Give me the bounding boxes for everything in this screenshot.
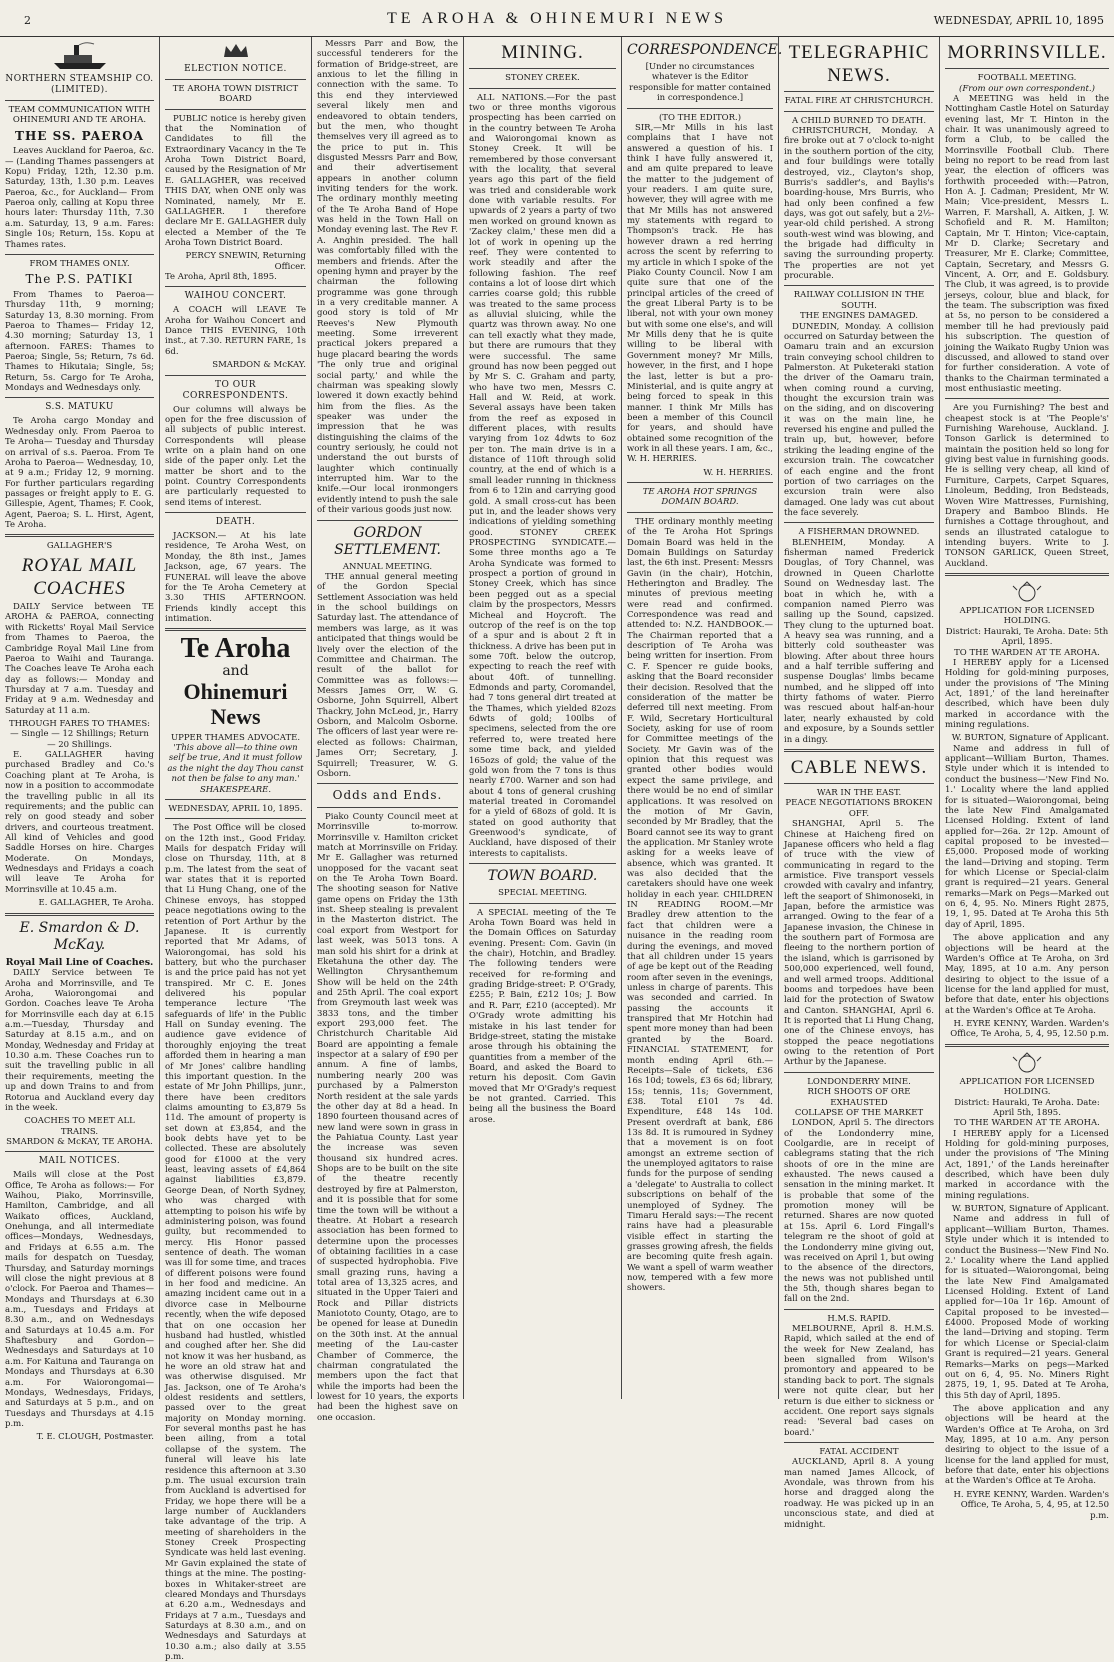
column-3 — [312, 37, 464, 1423]
rail-text: DUNEDIN, Monday. A collision occurred on Saturday between the Oamaru train and an excursion train conveying school children to Palmerston. At Puketeraki station the driver of the Oamaru train, when coming round a curving, thought the excursion train was on the siding, and on discovering it was on the main line, he reversed his engine and pulled the train up, but, however, before striking the leading engine of the excursion train. The cowcatcher of each engine and the front portion of two carriages on the excursion train were also damaged. One lady was cut about the face severely. — [784, 321, 934, 518]
war-text: SHANGHAI, April 5. The Chinese at Haicheng fired on Japanese officers who held a flag of truce with the view of communicating in regard to the armistice. Five transport vessels crowded with cavalry and infantry, left the seaport of Shimonoseki, in Japan, before the armistice was arranged. Owing to the fear of a Japanese invasion, the Chinese in the southern part of Formosa are fleeing to the northern portion of the island, which is garrisoned by 500,000 experienced, well found, and well armed troops. Additional booms and torpedoes have been laid for the protection of Swatow and Canton. SHANGHAI, April 6. It is reported that Li Hung Chang, one of the Chinese envoys, has stopped the peace negotiations owing to the retention of Port Arthur by the Japanese. — [784, 819, 934, 1068]
app2-to-warden: TO THE WARDEN AT TE AROHA. — [954, 1118, 1100, 1129]
rapid-heading: H.M.S. RAPID. — [827, 1313, 891, 1324]
team-communication: TEAM COMMUNICATION WITH OHINEMURI AND TE AROHA. — [8, 104, 151, 126]
divider — [317, 520, 458, 521]
divider — [165, 286, 306, 287]
divider — [627, 108, 773, 109]
fatal-heading: FATAL ACCIDENT — [819, 1447, 899, 1457]
mail-heading: MAIL NOTICES. — [38, 1156, 121, 1167]
app1-heading: APPLICATION FOR LICENSED HOLDING. — [959, 606, 1095, 627]
divider — [784, 749, 934, 752]
divider — [945, 68, 1109, 69]
masthead — [0, 0, 1114, 37]
divider — [5, 534, 154, 537]
smardon-signature: SMARDON & McKAY, TE AROHA. — [6, 1136, 153, 1147]
page-number: 2 — [24, 14, 31, 27]
paper-name-1: Te Aroha — [180, 633, 291, 665]
londonderry-subheading: RICH SHOOTS OF ORE EXHAUSTED — [807, 1087, 911, 1108]
divider — [784, 111, 934, 112]
paper-name-2: Ohinemuri News — [183, 679, 288, 729]
matuku-schedule: Te Aroha cargo Monday and Wednesday only. From Paeroa to Te Aroha— Tuesday and Thursday on arrival of s.s. Paeroa. From Te Aroha to Paeroa— Wednesday, 10, at 9 a.m.; Friday 12, 9 morning. For further particulars regarding passages or freight apply to E. G. Gillespie, Agent, Thames; F. Cook, Agent, Paeroa; S. L. Hirst, Agent, Te Aroha. — [5, 416, 154, 531]
paper-motto: 'This above all—to thine own self be true, And it must follow as the night the day Thou canst not then be false to any man.' SHAKESPEARE. — [167, 743, 304, 795]
divider — [784, 1309, 934, 1310]
mail-signature: T. E. CLOUGH, Postmaster. — [36, 1432, 154, 1443]
app2-district: District: Hauraki, Te Aroha. Date: April 5th, 1895. — [954, 1097, 1100, 1118]
divider — [165, 512, 306, 513]
local-news: Messrs Parr and Bow, the successful tenderers for the formation of Bridge-street, are anxious to let the filling in connection with the same. To this end they interviewed several likely men and endeavored to obtain tenders, but the men, who thought themselves very ill agreed as to the price to put in. This disgusted Messrs Parr and Bow, and their advertisement appears in another column inviting tenders for the work. The ordinary monthly meeting of the Te Aroha Band of Hope was held in the Town Hall on Monday evening last. The Rev F. A. Anghin presided. The hall was comfortably filled with the members and friends. After the opening hymn and prayer by the chairman the following programme was gone through in a very creditable manner. A good story is told of Mr Reeves's New Plymouth meeting. Some irreverent practical jokers prepared a huge placard bearing the words 'The only true and original social party,' and while the chairman was speaking slowly lowered it down exactly behind him from the flies. As the speaker was under the impression that he was distinguishing the claims of the country seriously, he could not understand the out bursts of laughter which continually interrupted him. War to the knife.—Our local ironmongers evidently intend to push the sale of their various goods just now. — [317, 39, 458, 516]
death-text: JACKSON.— At his late residence, Te Aroha West, on Monday, the 8th inst., James Jackson, age, 67 years. The FUNERAL will leave the above for the Te Aroha Cemetery at 3.30 THIS AFTERNOON. Friends kindly accept this intimation. — [165, 531, 306, 624]
thames-only: FROM THAMES ONLY. — [29, 258, 130, 269]
steamship-icon — [50, 41, 110, 71]
issue-date: WEDNESDAY, APRIL 10, 1895 — [933, 14, 1104, 27]
app1-details: Name and address in full of applicant—William Burton, Thames. Style under which it is intended to conduct the business—'New Find No. 1.' Locality where the land applied for is situated—Waiorongomai, being the late New Find Amalgamated Licensed Holding. Extent of land applied for—26a. 2r 12p. Amount of capital proposed to be invested—£5,000. Proposed mode of working the land—Driving and stoping. Term for which License or Special-claim grant is required—21 years. General remarks—Mark on Pegs—Marked out on 6, 4, 95. No. Miners Right 2875, 19, 1, 95. Dated at Te Aroha this 5th day of April, 1895. — [945, 743, 1109, 930]
rail-subheading: THE ENGINES DAMAGED. — [800, 311, 918, 322]
divider — [5, 100, 154, 101]
waihou-signature: SMARDON & McKAY. — [212, 360, 306, 371]
smardon-schedule: DAILY Service between Te Aroha and Morrinsville, and Te Aroha, Waiorongomai and Gordon. Coaches leave Te Aroha for Morrinsville each day at 6.15 a.m.—Tuesday, Thursday and Saturday at 8.15 a.m., and on Monday, Wednesday and Friday at 10.30 a.m. These Coaches run to suit the travelling public in all their requirements, meeting the up and down Trains to and from Rotorua and Auckland every day in the week. — [5, 968, 154, 1113]
column-1 — [0, 37, 160, 1443]
election-place: Te Aroha, April 8th, 1895. — [165, 272, 277, 283]
divider — [945, 1044, 1109, 1047]
gordon-subheading: ANNUAL MEETING. — [342, 561, 433, 572]
divider — [784, 1442, 934, 1443]
divider — [165, 79, 306, 80]
divider — [5, 1151, 154, 1152]
gordon-heading: GORDON SETTLEMENT. — [334, 524, 441, 558]
divider — [784, 783, 934, 784]
patiki-schedule: From Thames to Paeroa— Thursday 11th, 9 morning; Saturday 13, 8.30 morning. From Paeroa to Thames— Friday 12, 4.30 morning; Saturday 13, 1 afternoon. FARES: Thames to Paeroa; Single, 5s; Return, 7s 6d. Thames to Hikutaia; Single, 5s; Return, 5s. Cargo for Te Aroha, Mondays and Wednesdays only. — [5, 289, 154, 394]
divider — [165, 818, 306, 819]
column-6 — [779, 37, 940, 1530]
londonderry-heading: LONDONDERRY MINE. — [807, 1076, 911, 1087]
royal-crest-icon — [1009, 1051, 1045, 1075]
waihou-heading: WAIHOU CONCERT. — [184, 291, 287, 302]
correspondence-note: [Under no circumstances whatever is the Editor responsible for matter contained in correspondence.] — [629, 62, 771, 104]
mail-schedule: Mails will close at the Post Office, Te Aroha as follows:— For Waihou, Piako, Morrinsville, Hamilton, Cambridge, and all Waikato offices, Auckland, Onehunga, and all intermediate offices—Mondays, Wednesdays, and Fridays at 6.55 a.m. The mails for despatch on Tuesday, Thursday, and Saturday mornings will close the night previous at 8 o'clock. For Paeroa and Thames—Mondays and Thursdays at 6.30 a.m., Tuesdays and Fridays at 8.30 a.m., and on Wednesdays and Saturdays at 10.45 a.m. For Shaftesbury and Gordon—Wednesdays and Saturdays at 10 a.m. For Kaituna and Tauranga on Mondays and Thursdays at 6.30 a.m. For Waiorongomai—Mondays, Wednesdays, Fridays, and Saturdays at 5 p.m., and on Tuesdays and Thursdays at 4.15 p.m. — [5, 1170, 154, 1429]
divider — [469, 863, 616, 864]
coaches-meet: COACHES TO MEET ALL TRAINS. — [24, 1116, 135, 1137]
patiki-heading: The P.S. PATIKI — [25, 272, 134, 287]
telegraphic-heading: TELEGRAPHIC NEWS. — [788, 42, 930, 87]
football-text: A MEETING was held in the Nottingham Castle Hotel on Saturday evening last, Mr T. Hinton in the chair. It was unanimously agreed to form a Club, to be called the Morrinsville Football Club. There being no report to be read from last year, the election of officers was forthwith proceeded with:—Patron, Hon A. J. Cadman; President, Mr W. Main; Vice-president, Messrs L. Warren, F. Marshall, A. Aitken, J. W. Schofield and R. M. Hamilton; Captain, Mr T. Hinton; Vice-captain, Mr D. Clarke; Secretary and Treasurer, Mr E. Clarke; Committee, Captain, Secretary, and Messrs G. Vincent, A. Orr, and E. Goldsbury. The Club, it was agreed, is to provide jerseys, colour, blue and black, for the team. The subscription was fixed at 5s, no person to be considered a member till he had previously paid his subscription. The question of joining the Waikato Rugby Union was discussed, and allowed to stand over for further consideration. A vote of thanks to the Chairman terminated a most enthusiastic meeting. — [945, 93, 1109, 394]
app2-notice: The above application and any objections will be heard at the Warden's Office at Te Aroha, on 3rd May, 1895, at 10 a.m. Any person desiring to object to the issue of a license for the land applied for must, before that date, enter his objections at the Warden's Office at Te Aroha. — [945, 1403, 1109, 1487]
divider — [627, 482, 773, 483]
odds-text: Piako County Council meet at Morrinsville to-morrow. Morrinsville v. Hamilton cricket match at Morrinsville on Friday. Mr E. Gallagher was returned unopposed for the vacant seat on the Te Aroha Town Board. The shooting season for Native game opens on Friday the 13th inst. Sheep stealing is prevalent in the Masterton district. The coal export from Westport for last week, was 5013 tons. A man sold his shirt for a drink at Eketahuna the other day. The Wellington Chrysanthemum Show will be held on the 24th and 25th April. The coal export from Greymouth last week was 3833 tons, and the timber export 293,000 feet. The Christchurch Charitable Aid Board are appointing a female inspector at a salary of £90 per annum. A fine of lambs, numbering nearly 200 was purchased by a Palmerston North resident at the sale yards the other day at 8d a head. In 1890 fourteen thousand acres of new land were sown in grass in the Pahiatua County. Last year the increase was seven thousand six hundred acres. Shops are to be built on the site of the theatre recently destroyed by fire at Palmerston, and it is possible that for some time the town will be without a theatre. At Hobart a research association has been formed to determine upon the processes of obtaining facilities in a case of suspected hydrophobia. Five small grazing runs, having a total area of 13,325 acres, and situated in the Upper Taieri and Rock and Pillar districts Maniototo County, Otago, are to be opened for lease at Dunedin on the 30th inst. At the annual meeting of the Lau-caster Chamber of Commerce, the chairman congratulated the members upon the fact that while the imports had been the lowest for 10 years, the exports had been the highest save on one occasion. — [317, 811, 458, 1423]
divider — [784, 522, 934, 523]
newspaper-title: TE AROHA & OHINEMURI NEWS — [387, 10, 727, 27]
divider — [945, 398, 1109, 399]
cable-heading: CABLE NEWS. — [790, 756, 928, 778]
furnishing-ad: Are you Furnishing? The best and cheapest stock is at 'The People's' Furnishing Warehouse, Auckland. J. Tonson Garlick is determined to maintain the position held so long for giving best value in furnishing goods. He is selling very cheap, all kind of Furniture, Carpets, Carpet Squares, Linoleum, Bedding, Iron Bedsteads, Woven Wire Mattresses, Furnishing, Drapery and Bamboo Blinds. He furnishes a Cottage throughout, and sends an illustrated catalogue to intending buyers. Write to J. TONSON GARLICK, Queen Street, Auckland. — [945, 403, 1109, 569]
divider — [784, 1072, 934, 1073]
rail-heading: RAILWAY COLLISION IN THE SOUTH. — [793, 290, 925, 311]
mining-text: ALL NATIONS.—For the past two or three months vigorous prospecting has been carried on in the country between Te Aroha and Waiorongomai known as Stoney Creek. It will be remembered by those conversant with the locality, that several years ago this part of the field was tried and considerable work done with variable results. For upwards of 2 years a party of two men worked on ground known as 'Zackey claim,' these men did a lot of work in opening up the reef. They were contented to work steadily and after the following fashion. The reef contains a lot of loose dirt which carries coarse gold; this rubble was treated to the same process as alluvial sluicing, while the quartz was thrown away. No one can tell exactly what they made, but there are rumours that they were successful. The same ground has now been pegged out by Mr S. C. Graham and party, who have two men, Messrs C. Hall and W. Reid, at work. Several assays have been taken from the reef as exposed in different places, with results varying from 1oz 4dwts to 6oz per ton. The main drive is in a distance of 110ft through solid country, at the end of which is a small leader running in thickness from 6 to 12in and carrying good gold. A small cross-cut has been put in, and the leader shows very indications of yielding something good. STONEY CREEK PROSPECTING SYNDICATE.—Some three months ago a Te Aroha Syndicate was formed to prospect a portion of ground in Stoney Creek, which has since been pegged out as a special claim by the prospectors, Messrs Micheal and Hoycroft. The outcrop of the reef is on the top of a spur and is about 2 ft in thickness. A drive has been put in some 70ft. below the outcrop, expecting to reach the reef with about 40ft. of tunnelling. Edmonds and party, Coromandel, had 7 tons general dirt treated at the Thames, which yielded 82ozs 6dwts of gold; 100lbs of specimens, selected from the ore referred to, were treated here some time back, and yielded 165ozs of gold; the value of the gold won from the 7 tons is thus nearly £700. Warner and son had about 4 tons of general crushing material treated in Coromandel for a yield of 68ozs of gold. It is stated on good authority that Greenwood's syndicate, of Auckland, have disposed of their interests to capitalists. — [469, 92, 616, 859]
fatal-text: AUCKLAND, April 8. A young man named James Allcock, of Avondale, was thrown from his horse and dragged along the roadway. He was picked up in an unconscious state, and died at midnight. — [784, 1457, 934, 1530]
divider — [317, 807, 458, 808]
gallagher-signature: E. GALLAGHER, Te Aroha. — [38, 898, 154, 909]
gallagher-schedule: DAILY Service between TE AROHA & PAEROA, connecting with Ricketts' Royal Mail Service from Thames to Paeroa, the Cambridge Royal Mail Line from Paeroa to Waihi and Tauranga. The Coaches leave Te Aroha each day as follows:— Monday and Thursday at 7 a.m. Tuesday and Friday at 9 a.m. Wednesday and Saturday at 11 a.m. — [5, 602, 154, 716]
divider — [469, 903, 616, 904]
correspondents-text: Our columns will always be open for the free discussion of all subjects of public interest. Correspondents will please write on a plain hand on one side of the paper only. Let the matter be short and to the point. Country Correspondents are particularly requested to send items of interest. — [165, 404, 306, 508]
steamship-banner — [5, 41, 154, 96]
gallagher-heading: GALLAGHER'S — [46, 541, 113, 552]
stoney-heading: STONEY CREEK. — [505, 73, 580, 84]
app1-text: I HEREBY apply for a Licensed Holding for gold-mining purposes, under the provisions of 'The Mining Act, 1891,' of the land hereinafter described, which have been duly marked in accordance with the mining regulations. — [945, 657, 1109, 731]
column-2 — [160, 37, 312, 1662]
letter-signature: W. H. HERRIES. — [703, 467, 773, 478]
correspondents-heading: TO OUR CORRESPONDENTS. — [182, 379, 289, 401]
paper-date: WEDNESDAY, APRIL 10, 1895. — [168, 803, 303, 814]
paeroa-heading: THE SS. PAEROA — [15, 128, 144, 143]
londonderry-text: LONDON, April 5. The directors of the Londonderry mine, Coolgardie, are in receipt of cablegrams stating that the rich shoots of ore in the mine are exhausted. The news caused a sensation in the mining market. It is probable that some of the promotion money will be returned. Shares are now quoted at 15s. April 6. Lord Fingall's telegram re the shoot of gold at the Londonderry mine giving out, was received on April 1, but owing to the absence of the directors, the news was not published until the 5th, though shares began to fall on the 2nd. — [784, 1118, 934, 1305]
special-heading: SPECIAL MEETING. — [498, 888, 587, 899]
domain-text: THE ordinary monthly meeting of the Te Aroha Hot Springs Domain Board was held in the Domain Buildings on Saturday last, the 6th inst. Present: Messrs Gavin (in the chair), Hotchin, Hetherington and Bradley. The minutes of previous meeting were read and confirmed. Correspondence was read and attended to: N.Z. HANDBOOK.—The Chairman reported that a description of Te Aroha was being written for insertion. From C. F. Spencer re guide books, asking that the Board reconsider their decision. Resolved that the consideration of the matter be deferred till next meeting. From F. Wild, Secretary Horticultural Society, asking for use of room for Committee meetings of the Society. Mr Gavin was of the opinion that this request was granted other bodies would expect the same privilege, and there would be no end of similar applications. It was resolved on the motion of Mr Gavin, seconded by Mr Bradley, that the Board cannot see its way to grant the application. Mr Stanley wrote asking for a weeks leave of absence, which was granted. It was also decided that the caretakers should have one week holiday in each year. CHILDREN IN READING ROOM.—Mr Bradley drew attention to the fact that children were a nuisance in the reading room during the evenings, and moved that all children under 15 years of age be kept out of the Reading room after seven in the evenings, unless in charge of parents. This was seconded and carried. In passing the accounts it transpired that Mr Hotchin had spent more money than had been granted by the Board. FINANCIAL STATEMENT, for month ending April 6th.—Receipts—Sale of tickets, £36 16s 10d; towels, £3 6s 6d; library, 15s; tennis, 11s; Government, £38. Total £101 7s 4d. Expenditure, £48 14s 10d. Present overdraft at bank, £86 13s 8d. It is rumoured in Sydney that a movement is on foot amongst an extreme section of the unemployed agitators to raise funds for the purpose of sending a 'delegate' to Australia to collect subscriptions on behalf of the unemployed of Sydney. The Timaru Herald says:—The recent rains have had a pleasurable visible effect in starting the grasses growing afresh, the fields are becoming quite fresh again. We want a spell of warm weather now, tempered with a few more showers. — [627, 516, 774, 1294]
app2-signature: W. BURTON, Signature of Applicant. — [951, 1204, 1109, 1215]
app2-warden: H. EYRE KENNY, Warden. Warden's Office, Te Aroha, 5, 4, 95, at 12.50 p.m. — [953, 1489, 1109, 1521]
matuku-heading: S.S. MATUKU — [45, 402, 114, 413]
election-subheading: TE AROHA TOWN DISTRICT BOARD — [172, 83, 299, 105]
paeroa-schedule: Leaves Auckland for Paeroa, &c.— (Landing Thames passengers at Kopu) Friday, 12th, 12.30 p.m. Saturday, 13th, 1.30 p.m. Leaves Paeroa, &c., for Auckland— From Paeroa only, calling at Kopu three hours later: Thursday 11th, 7.30 a.m. Saturday, 13, 9 a.m. Fares: Single 10s; Return, 15s. Kopu at Thames rates. — [5, 146, 154, 250]
app2-details: Name and address in full of applicant—William Burton, Thames. Style under which it is intended to conduct the Business—'New Find No. 2.' Locality where the Land applied for is situated—Waiorongomai, being the late New Find Amalgamated Licensed Holding. Extent of Land applied for—10a 1r 16p. Amount of Capital proposed to be invested—£4000. Proposed Mode of working the land—Driving and stoping. Term for which License or Special-claim Grant is required—21 years. General Remarks—Marks on pegs—Marked out on 6, 4, 95. No. Miners Right 2875, 19, 1, 95. Dated at Te Aroha, this 5th day of April, 1895. — [945, 1214, 1109, 1401]
rapid-text: MELBOURNE, April 8. H.M.S. Rapid, which sailed at the end of the week for New Zealand, has been signalled from Wilson's promontory and appeared to be standing back to port. The signals were not quite clear, but her return is due either to sickness or accident. One report says signals read: 'Several bad cases on board.' — [784, 1324, 934, 1438]
football-heading: FOOTBALL MEETING. — [977, 73, 1077, 84]
death-heading: DEATH. — [215, 517, 256, 528]
smardon-heading: E. Smardon & D. McKay. — [19, 919, 140, 953]
war-heading: WAR IN THE EAST. — [816, 788, 902, 799]
divider — [165, 375, 306, 376]
paper-flag — [165, 635, 306, 728]
divider — [5, 397, 154, 398]
to-editor: (TO THE EDITOR.) — [658, 112, 742, 123]
letter-text: SIR,—Mr Mills in his last complains that I have not answered a question of his. I think I have fully answered it, and am quite prepared to leave the matter to the judgement of your readers. I am quite sure, however, they will agree with me that Mr Mills has not answered my statements with regard to Thompson's track. He has however drawn a red herring across the scent by referring to my article in which I spoke of the Piako County Council. Now I am quite sure that one of the principal articles of the creed of the great Liberal Party is to be liberal, not with your own money but with some one else's, and will Mr Mills deny that he is quite willing to be liberal with Government money? Mr Mills, however, in the first, and I hope the last, letter is but a pro-Ministerial, and is quite angry at being forced to speak in this manner. I think Mr Mills has been a member of this Council for years, and should have obtained some recognition of the work in all these years. I am, &c., W. H. HERRIES. — [627, 122, 773, 465]
fisherman-text: BLENHEIM, Monday. A fisherman named Frederick Douglas, of Tory Channel, was drowned in Queen Charlotte Sound on Wednesday last. The boat in which he, with a companion named Pierro was sailing up the Sound, capsized. They clung to the upturned boat. A heavy sea was running, and a bitterly cold southeaster was blowing. After about three hours and a half terrible suffering and suspense Douglas' limbs became numbed, and he slipped off into thirty fathoms of water. Pierro was rescued about half-an-hour later, nearly exhausted by cold and exposure, by a Sounds settler in a dingy. — [784, 537, 934, 745]
divider — [945, 573, 1109, 576]
app1-district: District: Hauraki, Te Aroha. Date: 5th April, 1895. — [945, 626, 1109, 648]
town-heading: TOWN BOARD. — [487, 868, 598, 885]
election-signature: PERCY SNEWIN, Returning Officer. — [185, 251, 306, 272]
town-text: A SPECIAL meeting of the Te Aroha Town Board was held in the Domain Offices on Saturday evening. Present: Com. Gavin (in the chair), Hotchin, and Bradley. The following tenders were received for re-forming and grading Bridge-street: P. O'Grady, £255; P. Bain, £212 10s; J. Bow and R. Parr, £210 (accepted). Mr O'Grady wrote admitting his mistake in his last tender for Bridge-street, stating the mistake arose through his obtaining the quantities from a member of the Board, and asked the Board to return his deposit. Com Gavin moved that Mr O'Grady's request be not granted. Carried. This being all the business the Board arose. — [469, 907, 616, 1125]
divider — [165, 799, 306, 800]
divider — [784, 285, 934, 286]
columns — [0, 37, 1114, 1662]
waihou-text: A COACH will LEAVE Te Aroha for Waihou Concert and Dance THIS EVENING, 10th inst., at 7.30. RETURN FARE, 1s 6d. — [165, 305, 306, 357]
smardon-subheading: Royal Mail Line of Coaches. — [5, 956, 154, 968]
app1-warden: H. EYRE KENNY, Warden. Warden's Office, Te Aroha, 5, 4, 95, 12.50 p.m. — [950, 1019, 1109, 1040]
app2-text: I HEREBY apply for a Licensed Holding for gold-mining purposes, under the provisions of 'The Mining Act, 1891,' of the Lands hereinafter described, which have been duly marked in accordance with the mining regulations. — [945, 1128, 1109, 1201]
gordon-text: THE annual general meeting of the Gordon Special Settlement Association was held in the school buildings on Saturday last. The attendance of members was large, as it was anticipated that things would be lively over the election of the Committee and Chairman. The result of the ballot for Committee was as follows:—Messrs James Orr, W. G. Osborne, John Squirrell, Albert Thackry, John McLeod, jr., Harry Osborn, and Malcolm Osborne. The officers of last year were re-elected as follows: Chairman, James Orr; Secretary, J. Squirrell; Treasurer, W. G. Osborn. — [317, 572, 458, 779]
crown-icon — [221, 41, 251, 61]
divider — [469, 88, 616, 89]
election-heading: ELECTION NOTICE. — [184, 64, 287, 74]
fire-heading: FATAL FIRE AT CHRISTCHURCH. — [784, 96, 934, 107]
app2-heading: APPLICATION FOR LICENSED HOLDING. — [959, 1076, 1095, 1098]
domain-heading: TE AROHA HOT SPRINGS DOMAIN BOARD. — [642, 487, 758, 508]
paper-amp: and — [222, 663, 249, 680]
peace-heading: PEACE NEGOTIATIONS BROKEN OFF. — [785, 798, 933, 819]
paper-subtitle: UPPER THAMES ADVOCATE. — [170, 732, 301, 743]
football-subheading: (From our own correspondent.) — [959, 83, 1095, 94]
column-7 — [940, 37, 1114, 1521]
company-name: NORTHERN STEAMSHIP CO. (LIMITED). — [5, 74, 154, 95]
divider — [5, 913, 154, 916]
divider — [317, 783, 458, 784]
through-fares: THROUGH FARES TO THAMES:— Single — 12 Shillings; Return — 20 Shillings. — [8, 719, 151, 750]
app1-signature: W. BURTON, Signature of Applicant. — [951, 733, 1109, 744]
divider — [165, 109, 306, 110]
election-text: PUBLIC notice is hereby given that the Nomination of Candidates to fill the Extraordinary Vacancy in the Te Aroha Town District Board, caused by the Resignation of Mr E. GALLAGHER, was received THIS DAY, when ONE only was Nominated, namely, Mr E. GALLAGHER. I therefore declare Mr E. GALLAGHER duly elected a Member of the Te Aroha Town District Board. — [165, 113, 306, 248]
fisherman-heading: A FISHERMAN DROWNED. — [798, 527, 920, 538]
divider — [784, 91, 934, 92]
divider — [627, 512, 773, 513]
mining-heading: MINING. — [501, 42, 584, 63]
londonderry-subheading-2: COLLAPSE OF THE MARKET — [794, 1107, 924, 1118]
correspondence-heading: CORRESPONDENCE. — [627, 42, 783, 58]
morrinsville-heading: MORRINSVILLE. — [947, 42, 1107, 63]
editorial-text: The Post Office will be closed on the 12th inst., Good Friday. Mails for despatch Friday will close on Thursday, 11th, at 8 p.m. The latest from the seat of war states that it is reported that Li Hung Chang, one of the Chinese envoys, has stopped peace negotiations owing to the retention of Port Arthur by the Japanese. It is currently reported that Mr Adams, of Waiorongomai, has sold his battery, but who the purchaser is and the price paid has not yet transpired. Mr C. E. Jones delivered his popular temperance lecture 'The safeguards of life' in the Public Hall on Sunday evening. The audience gave evidence of thoroughly enjoying the treat afforded them in hearing a man of Mr Jones' calibre handling this important question. In the estate of Mr John Phillips, junr., there have been creditors claims amounting to £3,879 5s 11d. The amount of property is set down at £3,854, and the book debts have yet to be collected. These are absolutely good for £1000 at the very least, leaving assets of £4,864 against liabilities £3,879. George Dean, of North Sydney, who was charged with attempting to poison his wife by administering poison, was found guilty, but recommended to mercy. His Honor passed sentence of death. The woman was ill for some time, and traces of different poisons were found in her food and medicine. An amazing incident came out in a divorce case in Melbourne recently, when the wife deposed that on one occasion her husband had hustled, whistled and coughed after her. She did not know it was her husband, as he wore an old straw hat and was otherwise disguised. Mr Jas. Jackson, one of Te Aroha's oldest residents and settlers, passed over to the great majority on Monday morning. For several months past he has been ailing, from a total collapse of the system. The funeral will leave his late residence this afternoon at 3.30 p.m. The usual excursion train from Auckland is advertised for Friday, we hope there will be a large number of Aucklanders take advantage of the trip. A meeting of shareholders in the Stoney Creek Prospecting Syndicate was held last evening. Mr Gavin explained the state of things at the mine. The posting-boxes in Whitaker-street are cleared Mondays and Thursdays at 6.20 a.m., Wednesdays and Fridays at 7 a.m., Tuesdays and Saturdays at 8.30 a.m., and on Wednesdays and Saturdays at 10.30 a.m.; also daily at 3.55 p.m. — [165, 823, 306, 1662]
app1-to-warden: TO THE WARDEN AT TE AROHA. — [954, 647, 1100, 658]
fire-text: CHRISTCHURCH, Monday. A fire broke out at 7 o'clock to-night in the southern portion of the city, and four buildings were totally destroyed, viz., Clayton's shop, Burris's saddler's, and Baylis's boarding-house, Mrs Burris, who had only been confined a few days, was got out safely, but a 2½-year-old child perished. A strong south-west wind was blowing, and the brigade had difficulty in saving the surrounding property. The properties are not yet procurable. — [784, 126, 934, 282]
app1-notice: The above application and any objections will be heard at the Warden's Office at Te Aroha, on 3rd May, 1895, at 10 a.m. Any person desiring to object to the issue of a license for the land applied for must, before that date, enter his objections at the Warden's Office at Te Aroha. — [945, 933, 1109, 1016]
royal-crest-icon — [1009, 580, 1045, 604]
odds-heading: Odds and Ends. — [332, 788, 443, 803]
fire-subheading: A CHILD BURNED TO DEATH. — [791, 115, 927, 126]
gallagher-notice: E. GALLAGHER having purchased Bradley and Co.'s Coaching plant at Te Aroha, is now in a position to accommodate the travelling public in all its requirements; and the public can rely on good steady and sober drivers, and courteous treatment. All kind of Vehicles and good Saddle Horses on hire. Charges Moderate. On Mondays, Wednesdays and Fridays a coach will leave Te Aroha for Morrinsville at 10.45 a.m. — [5, 750, 154, 895]
column-4 — [464, 37, 622, 1399]
royal-mail-heading: ROYAL MAIL COACHES — [21, 554, 138, 599]
column-5 — [622, 37, 783, 1399]
divider — [165, 628, 306, 631]
divider — [469, 68, 616, 69]
divider — [5, 254, 154, 255]
